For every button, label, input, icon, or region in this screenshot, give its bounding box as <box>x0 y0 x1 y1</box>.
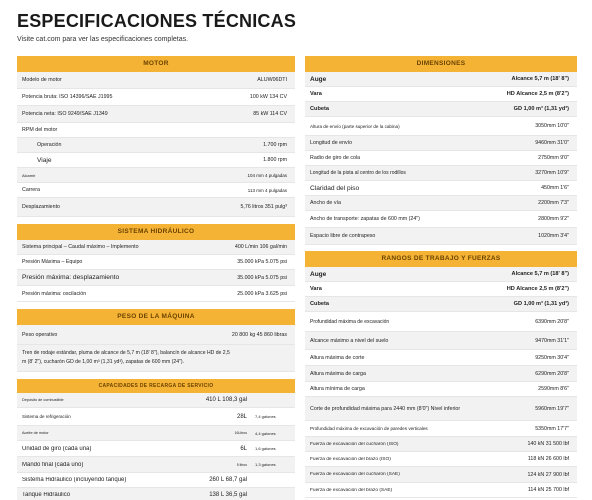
spec-value: 5350mm 17'7" <box>535 425 569 432</box>
spec-value: 450mm 1'6" <box>541 185 569 191</box>
spec-value: 6390mm 20'8" <box>535 318 569 325</box>
spec-label: Longitud de la pista al centro de los rodillos <box>310 170 406 176</box>
spec-value: 118 kN 26 600 lbf <box>527 456 569 462</box>
spec-row <box>305 366 577 382</box>
spec-row <box>17 408 295 426</box>
spec-value: 3050mm 10'0" <box>535 123 569 129</box>
page-title: ESPECIFICACIONES TÉCNICAS <box>17 11 297 31</box>
config-row <box>305 87 577 102</box>
spec-label: Corte de profundidad máxima para 2440 mm (8'0") Nivel inferior <box>310 405 461 412</box>
spec-value: 1.700 rpm <box>263 142 287 148</box>
spec-label: Modelo de motor <box>22 77 62 83</box>
spec-label: Fuerza de excavación del cucharón (SAE) <box>310 472 400 477</box>
spec-row <box>305 136 577 151</box>
spec-value: 85 kW 114 CV <box>253 111 287 117</box>
spec-label: Viaje <box>37 156 52 164</box>
spec-label: Presión máxima: oscilación <box>22 290 87 297</box>
config-value: Alcance 5,7 m (18' 8") <box>511 271 569 277</box>
spec-row <box>17 270 295 286</box>
config-value: GD 1,00 m³ (1,31 yd³) <box>513 106 569 112</box>
config-value: Alcance 5,7 m (18' 8") <box>511 76 569 82</box>
spec-label: Fuerza de excavación del brazo (ISO) <box>310 456 391 462</box>
spec-value: 114 kN 25 700 lbf <box>527 487 569 493</box>
spec-row <box>305 151 577 166</box>
spec-value: 28L <box>236 413 247 420</box>
spec-value: 5 litros <box>236 462 247 467</box>
dimensions-table <box>305 72 577 245</box>
spec-row <box>17 325 295 345</box>
config-row <box>305 282 577 297</box>
spec-value: 9470mm 31'1" <box>535 337 569 344</box>
spec-row <box>17 473 295 488</box>
spec-row <box>305 181 577 196</box>
spec-unit: 1,3 galones <box>255 462 276 467</box>
spec-row <box>305 350 577 366</box>
spec-label: Carrera <box>22 187 40 193</box>
spec-value: 20 800 kg 45 860 libras <box>231 331 287 338</box>
spec-row <box>17 106 295 123</box>
spec-value: 260 L 68,7 gal <box>209 477 247 483</box>
dimensions-header: DIMENSIONES <box>305 56 577 72</box>
spec-value: 9460mm 31'0" <box>535 140 569 146</box>
spec-value: 138 L 36,5 gal <box>209 492 247 498</box>
spec-value: 5,76 litros 351 pulg³ <box>240 204 287 210</box>
spec-row <box>17 72 295 89</box>
spec-row <box>17 255 295 270</box>
spec-unit: 7,4 galones <box>255 414 276 419</box>
spec-label: Alcamir <box>22 172 36 178</box>
spec-row <box>305 196 577 211</box>
spec-label: Ancho de vía <box>310 200 341 206</box>
spec-value: 3270mm 10'9" <box>535 170 569 176</box>
spec-row <box>305 483 577 498</box>
config-value: HD Alcance 2,5 m (8'2") <box>506 91 569 97</box>
spec-row <box>305 312 577 332</box>
spec-label: Presión máxima: desplazamiento <box>22 274 120 281</box>
spec-value: 140 kN 31 500 lbf <box>527 441 569 447</box>
spec-row <box>17 198 295 217</box>
spec-label: Altura máxima de corte <box>310 354 365 361</box>
spec-value: 5960mm 19'7" <box>535 405 569 412</box>
spec-row <box>17 138 295 153</box>
spec-value: 35.000 kPa 5.075 psi <box>237 259 287 265</box>
spec-label: Profundidad máxima de excavación <box>310 318 390 325</box>
config-value: GD 1,00 m³ (1,31 yd³) <box>513 301 569 307</box>
spec-label: Tanque Hidráulico <box>22 492 71 498</box>
spec-label: Altura de envío (parte superior de la cabina) <box>310 123 400 129</box>
ranges-header: RANGOS DE TRABAJO Y FUERZAS <box>305 251 577 267</box>
weight-table <box>17 325 295 372</box>
motor-table <box>17 72 295 217</box>
config-row <box>305 297 577 312</box>
spec-label: Profundidad máxima de excavación de paredes verticales <box>310 426 428 431</box>
config-label: Cubeta <box>310 106 329 112</box>
spec-row <box>305 421 577 437</box>
spec-row <box>17 488 295 500</box>
weight-note <box>17 345 295 372</box>
config-row <box>305 267 577 282</box>
spec-row <box>17 426 295 441</box>
spec-row <box>305 382 577 397</box>
left-column <box>17 56 295 500</box>
spec-row <box>17 457 295 473</box>
spec-label: Altura mínima de carga <box>310 386 365 392</box>
weight-note-line: m (8' 2"), cucharón GD de 1,00 m³ (1,31 yd³), zapatas de 600 mm (24"). <box>22 359 184 365</box>
spec-row <box>17 393 295 408</box>
spec-row <box>17 183 295 198</box>
spec-label: Claridad del piso <box>310 184 360 192</box>
spec-row <box>305 467 577 483</box>
spec-label: Fuerza de excavación del cucharón (ISO) <box>310 441 399 447</box>
spec-row <box>17 153 295 168</box>
spec-label: Unidad de giro (cada una) <box>22 445 92 452</box>
spec-value: 100 kW 134 CV <box>249 94 287 100</box>
config-label: Auge <box>310 75 327 83</box>
right-column <box>305 56 577 498</box>
spec-row <box>17 123 295 138</box>
page-subtitle: Visite cat.com para ver las especificaciones completas. <box>17 36 189 43</box>
spec-label: Desplazamiento <box>22 204 60 210</box>
spec-value: ALUW06DTI <box>257 77 287 83</box>
spec-row <box>17 286 295 302</box>
spec-value: 1.800 rpm <box>263 157 287 163</box>
spec-label: Sistema Hidráulico (incluyendo tanque) <box>22 477 127 483</box>
spec-value: 6290mm 20'8" <box>535 370 569 377</box>
spec-label: Ancho de transporte: zapatas de 600 mm (24") <box>310 216 420 222</box>
spec-row <box>305 397 577 421</box>
spec-label: Aceite de motor <box>22 431 49 435</box>
spec-label: Altura máxima de carga <box>310 370 366 377</box>
weight-header: PESO DE LA MÁQUINA <box>17 309 295 325</box>
spec-value: 124 kN 27 900 lbf <box>527 471 569 478</box>
spec-row <box>17 89 295 106</box>
spec-value: 16Litros <box>234 431 247 435</box>
spec-value: 1020mm 3'4" <box>538 233 569 239</box>
spec-row <box>17 240 295 255</box>
spec-row <box>305 452 577 467</box>
spec-label: Radio de giro de cola <box>310 155 361 161</box>
refill-header: CAPACIDADES DE RECARGA DE SERVICIO <box>17 379 295 393</box>
spec-label: Sistema principal – Caudal máximo – Implemento <box>22 244 139 250</box>
config-row <box>305 102 577 117</box>
spec-value: 9250mm 30'4" <box>535 354 569 361</box>
config-label: Auge <box>310 270 327 278</box>
motor-header: MOTOR <box>17 56 295 72</box>
refill-table <box>17 393 295 500</box>
spec-row <box>305 117 577 136</box>
spec-label: Presión Máxima – Equipo <box>22 259 83 265</box>
spec-value: 35.000 kPa 5.075 psi <box>237 274 287 281</box>
spec-row <box>305 437 577 452</box>
config-label: Cubeta <box>310 301 329 307</box>
spec-row <box>305 166 577 181</box>
spec-value: 410 L 108,3 gal <box>205 397 247 403</box>
spec-value: 104 mm 4 pulgadas <box>247 172 287 178</box>
config-label: Vara <box>310 286 322 292</box>
spec-value: 2750mm 9'0" <box>538 155 569 161</box>
spec-label: Espacio libre de contrapeso <box>310 233 376 239</box>
spec-value: 6L <box>240 445 247 452</box>
hydraulic-table <box>17 240 295 302</box>
spec-row <box>305 332 577 350</box>
spec-label: RPM del motor <box>22 127 58 133</box>
spec-row <box>17 168 295 183</box>
spec-value: 113 mm 4 pulgadas <box>247 187 287 193</box>
spec-label: Sistema de refrigeración <box>22 414 71 419</box>
ranges-table <box>305 267 577 498</box>
spec-label: Alcance máximo a nivel del suelo <box>310 337 389 344</box>
spec-row <box>305 211 577 228</box>
spec-label: Operación <box>37 142 62 148</box>
spec-label: Potencia bruta: ISO 14396/SAE J1995 <box>22 94 113 100</box>
spec-value: 25.000 kPa 3.625 psi <box>237 290 287 297</box>
spec-value: 2590mm 8'6" <box>538 386 569 392</box>
spec-label: Mando final (cada uno) <box>22 461 84 468</box>
spec-unit: 4,4 galones <box>255 430 276 436</box>
spec-value: 2200mm 7'3" <box>538 200 569 206</box>
spec-value: 2800mm 9'2" <box>538 216 569 222</box>
spec-label: Potencia neta: ISO 9249/SAE J1349 <box>22 111 108 117</box>
config-row <box>305 72 577 87</box>
spec-row <box>305 228 577 245</box>
spec-row <box>17 441 295 457</box>
spec-label: Longitud de envío <box>310 140 353 146</box>
weight-note-line: Tren de rodaje estándar, pluma de alcance de 5,7 m (18' 8"), balancín de alcance HD de 2,5 <box>22 350 230 356</box>
hydraulic-header: SISTEMA HIDRÁULICO <box>17 224 295 240</box>
spec-label: Fuerza de excavación del brazo (SAE) <box>310 487 393 493</box>
spec-label: Depósito de combustible <box>22 398 64 402</box>
config-value: HD Alcance 2,5 m (8'2") <box>506 286 569 292</box>
config-label: Vara <box>310 91 322 97</box>
spec-unit: 1,6 galones <box>255 446 276 451</box>
spec-value: 400 L/min 106 gal/min <box>234 244 287 250</box>
spec-label: Peso operativo <box>22 331 58 338</box>
